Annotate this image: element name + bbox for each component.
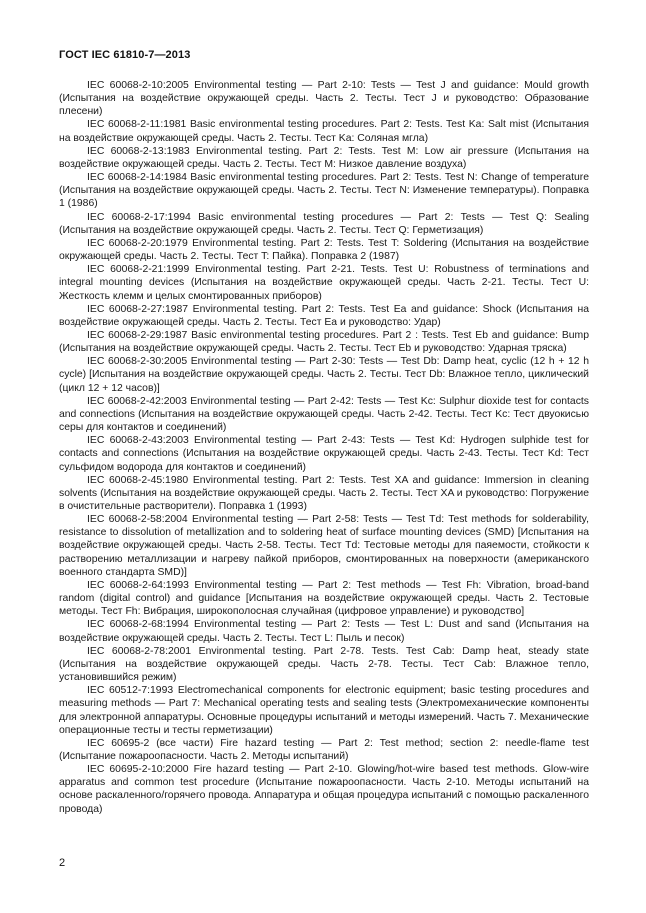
reference-entry: IEC 60068-2-11:1981 Basic environmental testing procedures. Part 2: Tests. Test Ka: Salt mist (Испытания на воздействие окружающей среды. Часть 2. Тесты. Тест Ka: Соляная мгла) <box>59 119 589 144</box>
reference-entry: IEC 60068-2-29:1987 Basic environmental testing procedures. Part 2 : Tests. Test Eb and guidance: Bump (Испытания на воздействие окружающей среды. Часть 2. Тесты. Тест Eb и руководство: Ударная тряска) <box>59 329 589 355</box>
standard-header: ГОСТ IEC 61810-7—2013 <box>59 49 191 61</box>
reference-entry: IEC 60068-2-21:1999 Environmental testing. Part 2-21. Tests. Test U: Robustness of terminations and integral mounting devices (Испытания на воздействие окружающей среды. Часть 2-21. Тесты. Тест U: Жесткость клемм и целых смонтированных приборов) <box>59 264 589 302</box>
reference-entry: IEC 60068-2-64:1993 Environmental testing — Part 2: Test methods — Test Fh: Vibration, broad-band random (digital control) and guidance [Испытания на воздействие окружающей среды. Часть 2. Тестовые методы. Тест Fh: Вибрация, широкополосная случайная (цифровое управление) и руководство] <box>59 579 589 618</box>
reference-entry: IEC 60068-2-30:2005 Environmental testing — Part 2-30: Tests — Test Db: Damp heat, cyclic (12 h + 12 h cycle) [Испытания на воздействие окружающей среды. Часть 2. Тесты. Тест Db: Влажное тепло, циклический (цикл 12 + 12 часов)] <box>59 356 589 394</box>
references-list <box>59 79 589 816</box>
reference-entry: IEC 60068-2-43:2003 Environmental testing — Part 2-43: Tests — Test Kd: Hydrogen sulphide test for contacts and connections (Испытания на воздействие окружающей среды. Часть 2-43. Тесты. Тест Kd: Тест сульфидом водорода для контактов и соединений) <box>59 435 589 473</box>
reference-entry: IEC 60068-2-78:2001 Environmental testing. Part 2-78. Tests. Test Cab: Damp heat, steady state (Испытания на воздействие окружающей среды. Часть 2-78. Тесты. Тест Cab: Влажное тепло, установившийся режим) <box>59 645 589 684</box>
reference-entry: IEC 60695-2-10:2000 Fire hazard testing — Part 2-10. Glowing/hot-wire based test methods. Glow-wire apparatus and common test procedure (Испытание пожароопасности. Часть 2-10. Методы испытаний на основе раскаленного/горячего провода. Аппаратура и общая процедура испытаний с помощью раскаленного провода) <box>59 764 589 815</box>
reference-entry: IEC 60068-2-13:1983 Environmental testing. Part 2: Tests. Test M: Low air pressure (Испытания на воздействие окружающей среды. Часть 2. Тесты. Тест M: Низкое давление воздуха) <box>59 145 589 170</box>
reference-entry: IEC 60068-2-58:2004 Environmental testing — Part 2-58: Tests — Test Td: Test methods for solderability, resistance to dissolution of metallization and to soldering heat of surface mounting devices (SMD) [Испытания на воздействие окружающей среды. Часть 2-58. Тесты. Тест Td: Тестовые методы для паяемости, стойкости к растворению металлизации и нагреву пайкой приборов, смонтированных на поверхности (американского военного стандарта SMD)] <box>59 514 589 578</box>
reference-entry: IEC 60068-2-10:2005 Environmental testing — Part 2-10: Tests — Test J and guidance: Mould growth (Испытания на воздействие окружающей среды. Часть 2. Тесты. Тест J и руководство: Образование плесени) <box>59 80 589 118</box>
reference-entry: IEC 60068-2-17:1994 Basic environmental testing procedures — Part 2: Tests — Test Q: Sealing (Испытания на воздействие окружающей среды. Часть 2. Тесты. Тест Q: Герметизация) <box>59 211 589 236</box>
reference-entry: IEC 60068-2-27:1987 Environmental testing. Part 2: Tests. Test Ea and guidance: Shock (Испытания на воздействие окружающей среды. Часть 2. Тесты. Тест Ea и руководство: Удар) <box>59 303 589 328</box>
reference-entry: IEC 60695-2 (все части) Fire hazard testing — Part 2: Test method; section 2: needle-flame test (Испытание пожароопасности. Часть 2. Методы испытаний) <box>59 737 589 762</box>
reference-entry: IEC 60068-2-45:1980 Environmental testing. Part 2: Tests. Test XA and guidance: Immersion in cleaning solvents (Испытания на воздействие окружающей среды. Часть 2. Тесты. Тест XA и руководство: Погружение в очистительные растворители). Поправка 1 (1993) <box>59 474 589 512</box>
page-number: 2 <box>59 857 66 869</box>
reference-entry: IEC 60068-2-20:1979 Environmental testing. Part 2: Tests. Test T: Soldering (Испытания на воздействие окружающей среды. Часть 2. Тесты. Тест T: Пайка). Поправка 2 (1987) <box>59 237 589 263</box>
reference-entry: IEC 60068-2-68:1994 Environmental testing — Part 2: Tests — Test L: Dust and sand (Испытания на воздействие окружающей среды. Часть 2. Тесты. Тест L: Пыль и песок) <box>59 619 589 644</box>
reference-entry: IEC 60068-2-14:1984 Basic environmental testing procedures. Part 2: Tests. Test N: Change of temperature (Испытания на воздействие окружающей среды. Часть 2. Тесты. Тест N: Изменение температуры). Поправка 1 (1986) <box>59 172 589 210</box>
reference-entry: IEC 60068-2-42:2003 Environmental testing — Part 2-42: Tests — Test Kc: Sulphur dioxide test for contacts and connections (Испытания на воздействие окружающей среды. Часть 2-42. Тесты. Тест Kc: Тест двуокисью серы для контактов и соединений) <box>59 395 589 434</box>
reference-entry: IEC 60512-7:1993 Electromechanical components for electronic equipment; basic testing procedures and measuring methods — Part 7: Mechanical operating tests and sealing tests (Электромеханические компоненты для электронной аппаратуры. Основные процедуры испытаний и методы измерений. Часть 7. Механические операционные тесты и тесты герметизации) <box>59 685 589 736</box>
